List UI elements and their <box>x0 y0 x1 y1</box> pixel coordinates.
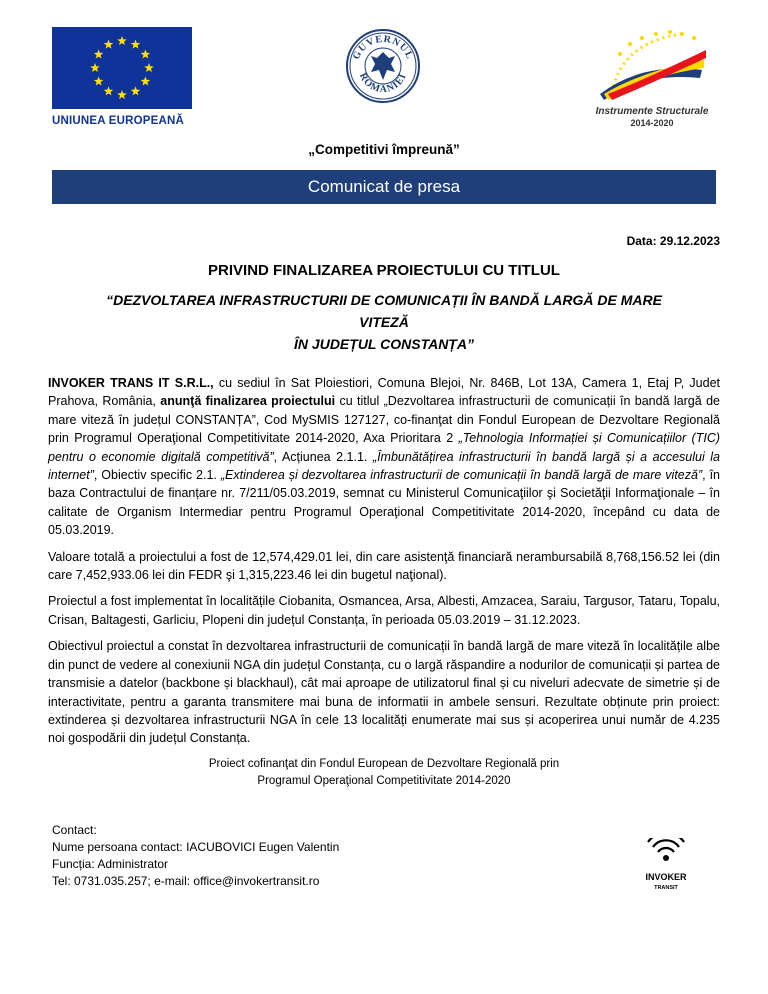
intro-text-d: , Obiectiv specific 2.1. <box>93 468 221 483</box>
eu-star-icon <box>131 86 141 95</box>
contact-role: Funcția: Administrator <box>52 857 169 871</box>
eu-star-icon <box>141 50 151 59</box>
objective-title: „Extinderea și dezvoltarea infrastructurii de comunicații în bandă largă de mare viteză” <box>220 468 703 483</box>
project-title-line2: ÎN JUDEȚUL CONSTANȚA” <box>294 336 474 352</box>
eu-star-icon <box>104 40 114 49</box>
eu-star-icon <box>141 77 151 86</box>
invoker-logo-text: INVOKER <box>645 872 687 882</box>
slogan: „Competitivi împreună” <box>308 142 460 157</box>
contact-block <box>52 822 339 890</box>
invoker-logo <box>636 838 696 894</box>
document-title: PRIVIND FINALIZAREA PROIECTULUI CU TITLUL <box>208 262 560 279</box>
invoker-logo-subtext: TRANSIT <box>654 885 678 891</box>
is-label: Instrumente Structurale <box>595 106 709 117</box>
contact-person: Nume persoana contact: IACUBOVICI Eugen Valentin <box>52 840 340 854</box>
paragraph-localities: Proiectul a fost implementat în localitățile Ciobanita, Osmancea, Arsa, Albesti, Amzacea, Saraiu, Targusor, Tataru, Topalu, Crisan, Baltagesti, Garliciu, Plopeni din județul Constanța, în perioada 05.03.2019 – 31.12.2023. <box>48 594 720 627</box>
announce-text: anunţă finalizarea proiectului <box>160 394 336 409</box>
press-release-banner: Comunicat de presa <box>52 170 716 204</box>
eu-star-icon <box>104 86 114 95</box>
intro-text-b: cu titlul „Dezvoltarea infrastructurii de comunicații în bandă largă de mare viteză în județul CONSTANȚA”, Cod MySMIS 127127, co-finanţat din Fondul European de Dezvoltare Regională prin Programul Operaţional Competitivitate 2014-2020, Axa Prioritara 2 <box>48 394 720 446</box>
contact-phone-email: Tel: 0731.035.257; e-mail: office@invokertransit.ro <box>52 874 320 888</box>
cofinancing-note <box>0 756 768 790</box>
eu-logo <box>52 27 198 127</box>
eu-flag-icon <box>52 27 192 109</box>
action-title: „Îmbunătățirea infrastructurii în bandă largă și a accesului la internet” <box>48 449 720 483</box>
document-date: Data: 29.12.2023 <box>626 234 720 248</box>
invoker-signal-icon <box>636 838 696 894</box>
intro-text-a: cu sediul în Sat Ploiestiori, Comuna Blejoi, Nr. 846B, Lot 13A, Camera 1, Etaj P, Judet Prahova, România, <box>48 376 720 409</box>
eu-star-icon <box>117 36 127 45</box>
project-title-line1: “DEZVOLTAREA INFRASTRUCTURII DE COMUNICAȚII ÎN BANDĂ LARGĂ DE MARE VITEZĂ <box>106 292 662 330</box>
paragraph-objective: Obiectivul proiectul a constat în dezvoltarea infrastructurii de comunicații în bandă largă de mare viteză în localitățile albe din punct de vedere al conexiunii NGA din județul Constanța, cu o largă răspandire a nodurilor de comunicații și partea de transmisie a datelor (backbone și blackhaul), cât mai aproape de utilizatorul final și cu niveluri adecvate de simetrie și de interactivitate, pentru a garanta transmitere mai buna de informatii in ambele sensuri. Rezultate obținute prin proiect: extinderea și dezvoltarea infrastructurii NGA în cele 13 localități enumerate mai sus și acoperirea unui număr de 4.235 noi gospodării din județul Constanța. <box>48 639 720 746</box>
intro-text-e: , în baza Contractului de finanțare nr. 7/211/05.03.2019, semnat cu Ministerul Comunicaţiilor şi Societăţii Informaţionale – în calitate de Organism Intermediar pentru Programul Operaţional Competitivitate 2014-2020, începând cu data de 05.03.2019. <box>48 468 720 538</box>
company-name: INVOKER TRANS IT S.R.L., <box>48 376 214 390</box>
axis-title: „Tehnologia Informației și Comunicațiilor (TIC) pentru o economie digitală competitivă” <box>48 431 721 464</box>
cofinancing-line1: Proiect cofinanţat din Fondul European de Dezvoltare Regională prin <box>208 758 560 770</box>
eu-star-icon <box>94 50 104 59</box>
government-seal-icon <box>345 28 421 104</box>
paragraph-value: Valoare totală a proiectului a fost de 12,574,429.01 lei, din care asistenţă financiară nerambursabilă 8,768,156.52 lei (din care 7,452,933.06 lei din FEDR şi 1,315,223.46 lei din bugetul naţional). <box>48 549 720 583</box>
is-period: 2014-2020 <box>630 118 674 128</box>
gov-seal-bottom-text: ROMÂNIEI <box>356 71 409 96</box>
contact-heading: Contact: <box>52 823 97 837</box>
gov-seal-top-text: GUVERNUL <box>350 33 416 62</box>
eu-star-icon <box>144 63 154 72</box>
body-text <box>48 374 720 748</box>
eu-star-icon <box>94 77 104 86</box>
eu-star-icon <box>90 63 100 72</box>
instrumente-structurale-logo <box>582 22 722 130</box>
eu-star-icon <box>131 40 141 49</box>
intro-text-c: , Acțiunea 2.1.1. <box>273 449 373 464</box>
instrumente-structurale-icon <box>582 22 722 106</box>
paragraph-intro <box>48 374 720 540</box>
eu-star-icon <box>117 90 127 99</box>
eu-label: UNIUNEA EUROPEANĂ <box>52 115 185 127</box>
cofinancing-line2: Programul Operaţional Competitivitate 2014-2020 <box>257 775 511 787</box>
project-title <box>80 289 688 355</box>
